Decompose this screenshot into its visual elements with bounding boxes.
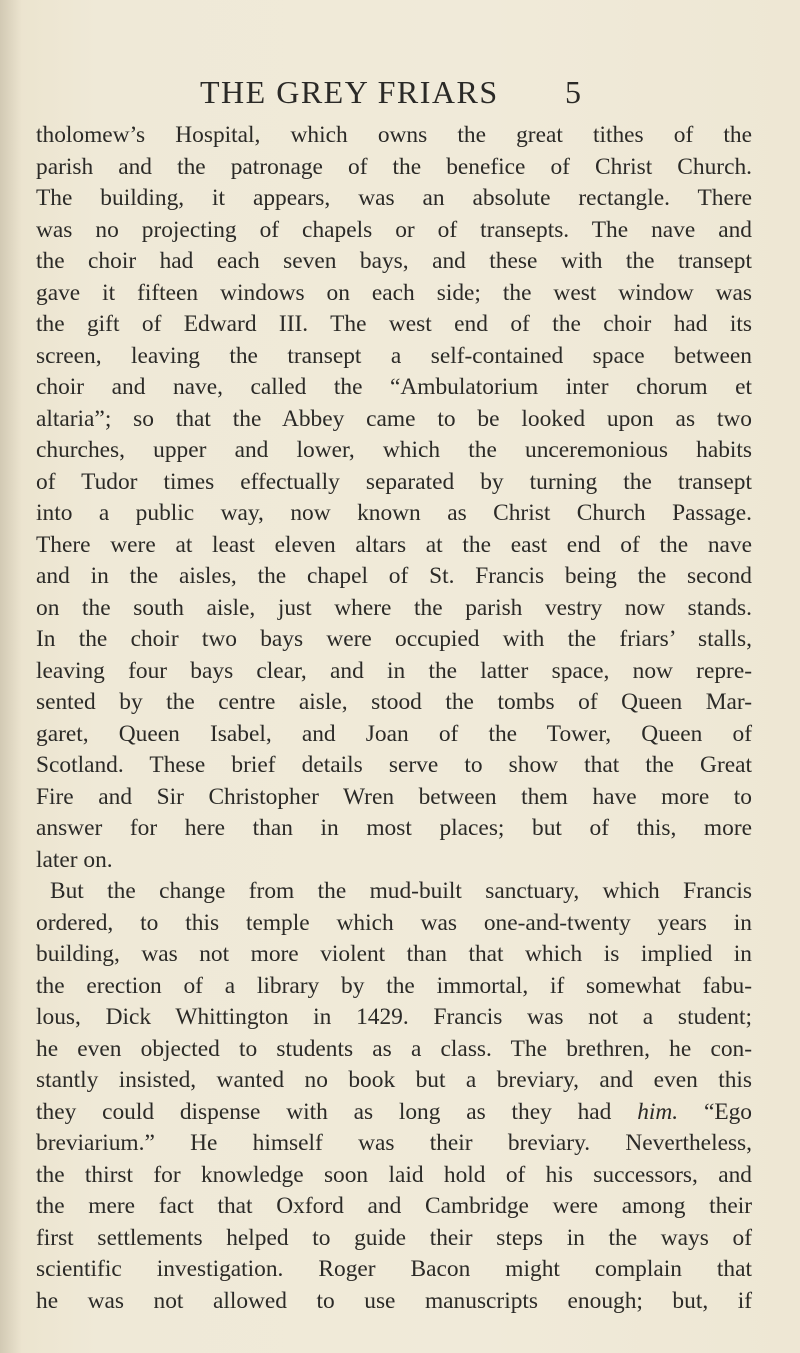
text-line: There were at least eleven altars at the east end of the nave — [36, 531, 752, 558]
text-line: on the south aisle, just where the parish vestry now stands. — [36, 594, 752, 621]
text-line: first settlements helped to guide their steps in the ways of — [36, 1224, 752, 1251]
text-line: answer for here than in most places; but of this, more — [36, 815, 752, 841]
text-line: gave it fifteen windows on each side; the west window was — [36, 279, 752, 306]
text-line: Scotland. These brief details serve to show that the Great — [36, 752, 752, 778]
text-line: choir and nave, called the “Ambulatorium inter chorum et — [36, 374, 752, 400]
text-line: the gift of Edward III. The west end of the choir had its — [36, 311, 752, 337]
gutter-shadow — [0, 0, 22, 1353]
text-line: the erection of a library by the immortal, if somewhat fabu- — [36, 972, 752, 999]
paragraph-start-line: But the change from the mud-built sanctuary, which Francis — [50, 878, 752, 904]
text-line: the choir had each seven bays, and these with the transept — [36, 248, 752, 274]
text-line: parish and the patronage of the benefice of Christ Church. — [36, 153, 752, 180]
text-line-with-italic — [36, 1097, 752, 1129]
paragraph-end-line: later on. — [36, 846, 113, 873]
text-segment: “Ego — [703, 1098, 752, 1125]
text-segment: they could dispense with as long as they had — [36, 1098, 612, 1125]
text-line: into a public way, now known as Christ Church Passage. — [36, 500, 752, 526]
text-line: of Tudor times effectually separated by turning the transept — [36, 468, 752, 495]
text-line: leaving four bays clear, and in the latter space, now repre- — [36, 657, 752, 684]
text-line: the mere fact that Oxford and Cambridge were among their — [36, 1193, 752, 1219]
text-line: was no projecting of chapels or of transepts. The nave and — [36, 216, 752, 243]
text-line: breviarium.” He himself was their breviary. Nevertheless, — [36, 1130, 752, 1156]
text-line: churches, upper and lower, which the unceremonious habits — [36, 437, 752, 463]
text-line: screen, leaving the transept a self-contained space between — [36, 342, 752, 369]
text-line: altaria”; so that the Abbey came to be looked upon as two — [36, 405, 752, 432]
body-text — [36, 120, 752, 1317]
text-line: tholomew’s Hospital, which owns the great tithes of the — [36, 122, 752, 148]
text-line: and in the aisles, the chapel of St. Francis being the second — [36, 563, 752, 589]
text-line: building, was not more violent than that which is implied in — [36, 941, 752, 967]
italic-word: him. — [637, 1098, 679, 1125]
text-line: ordered, to this temple which was one-and-twenty years in — [36, 909, 752, 936]
text-line: he was not allowed to use manuscripts enough; but, if — [36, 1287, 752, 1314]
text-line: he even objected to students as a class. The brethren, he con- — [36, 1035, 752, 1062]
running-head-title: THE GREY FRIARS — [200, 74, 499, 110]
text-line: garet, Queen Isabel, and Joan of the Tower, Queen of — [36, 720, 752, 747]
page-number: 5 — [565, 74, 581, 110]
text-line: scientific investigation. Roger Bacon might complain that — [36, 1256, 752, 1282]
text-line: Fire and Sir Christopher Wren between them have more to — [36, 783, 752, 810]
text-line: The building, it appears, was an absolute rectangle. There — [36, 185, 752, 211]
text-line: stantly insisted, wanted no book but a breviary, and even this — [36, 1067, 752, 1093]
text-line: In the choir two bays were occupied with the friars’ stalls, — [36, 626, 752, 652]
text-line: the thirst for knowledge soon laid hold of his successors, and — [36, 1161, 752, 1188]
text-line: sented by the centre aisle, stood the tombs of Queen Mar- — [36, 689, 752, 715]
text-line: lous, Dick Whittington in 1429. Francis was not a student; — [36, 1004, 752, 1030]
